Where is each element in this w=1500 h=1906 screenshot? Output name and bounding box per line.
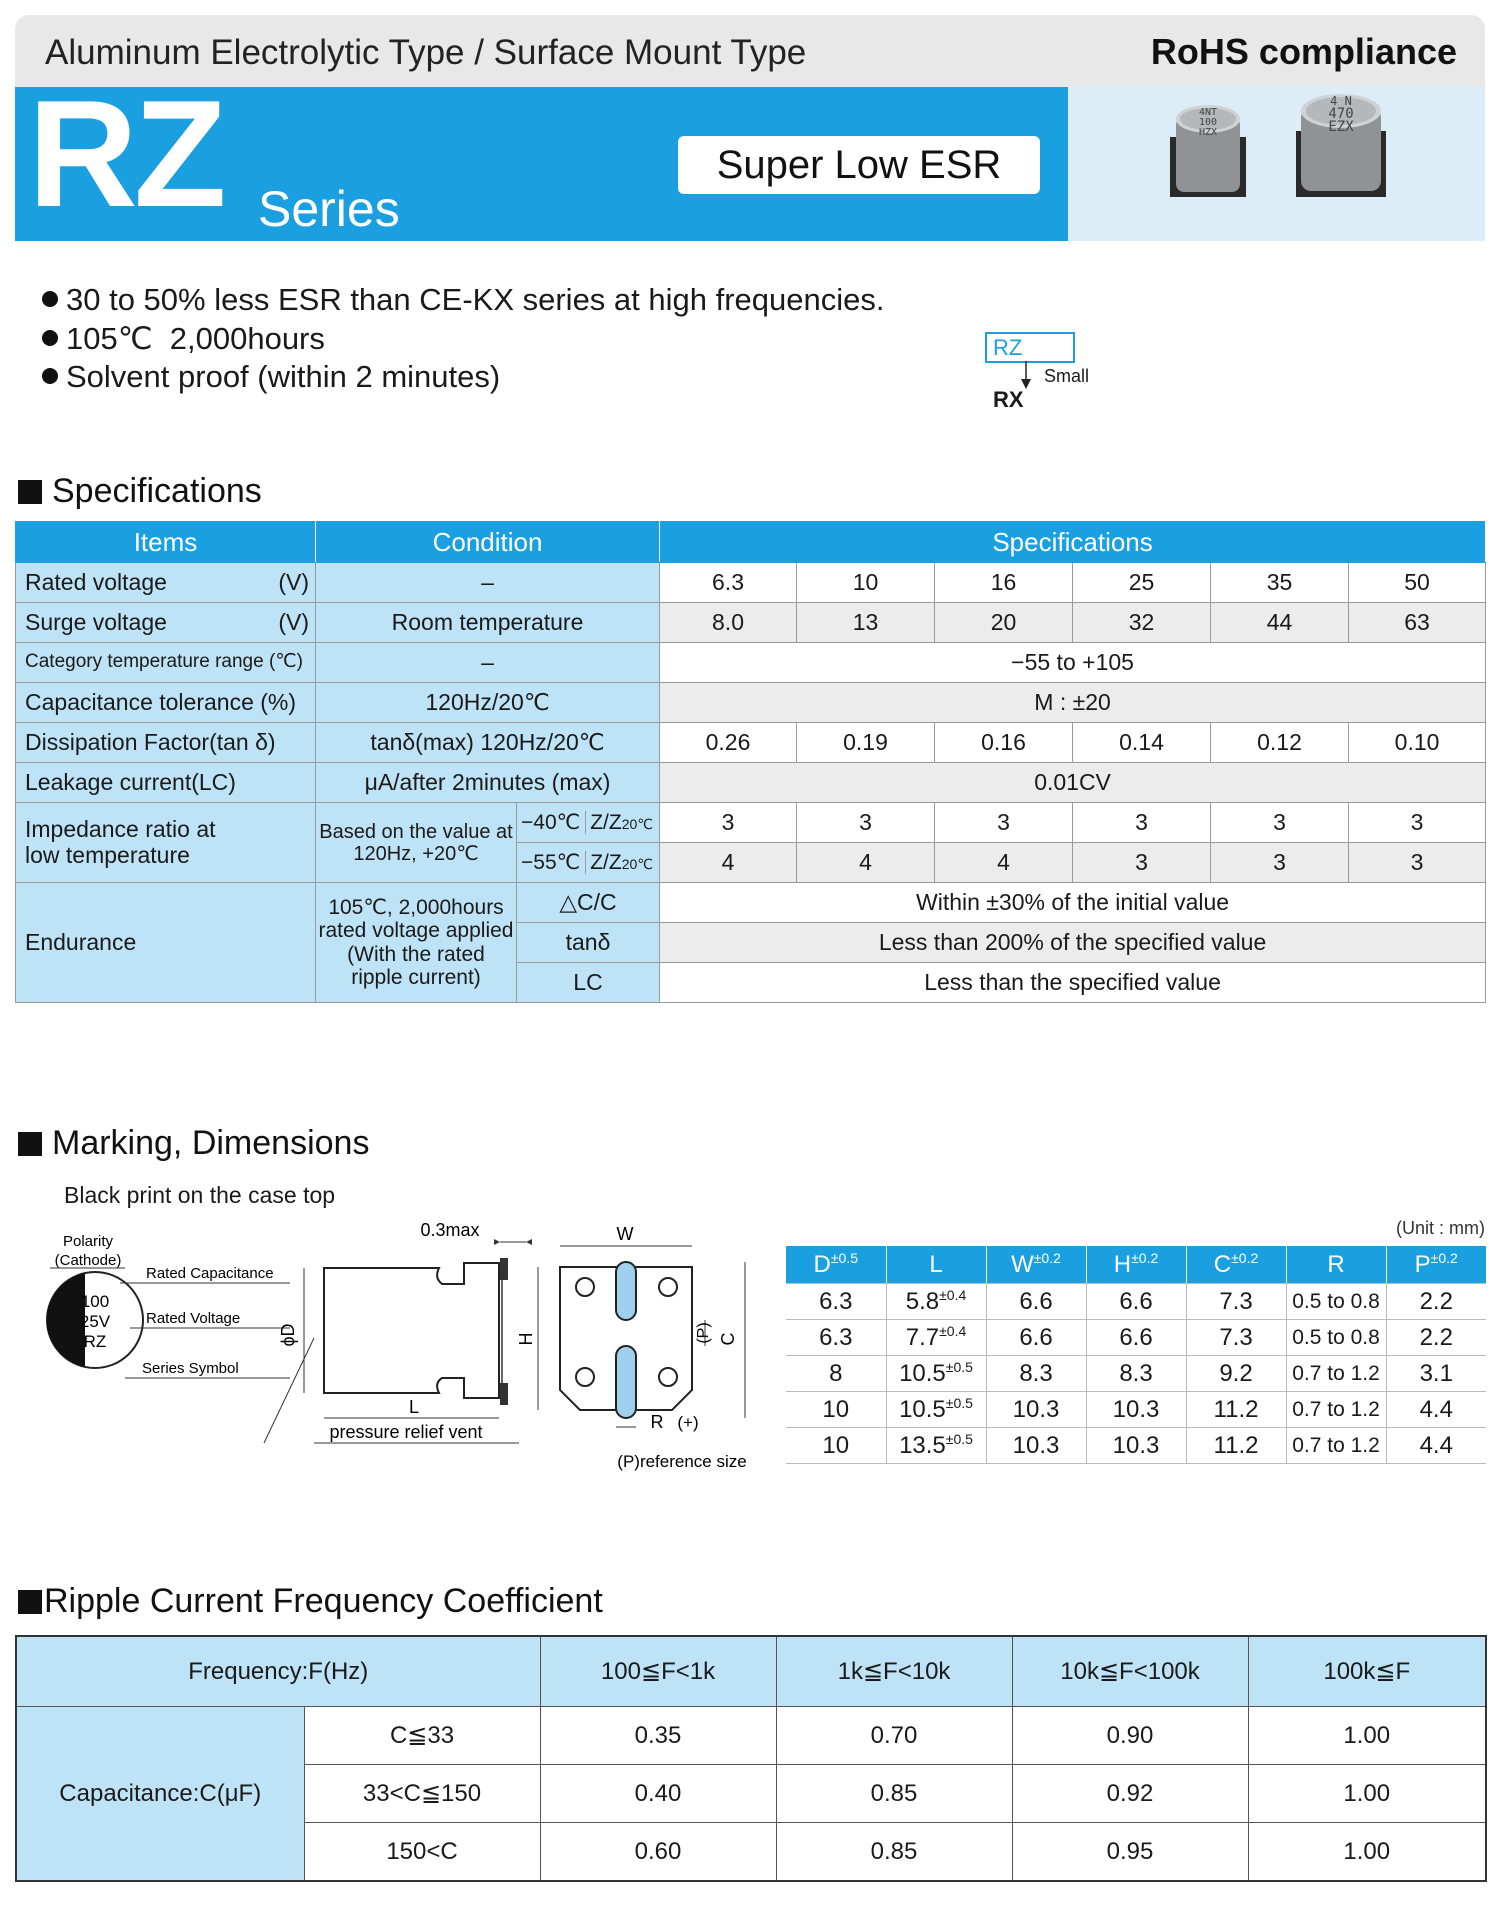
rated-voltage-label: Rated voltage (V): [16, 563, 316, 603]
table-cell: 10.3: [1086, 1392, 1186, 1428]
endurance-label: Endurance: [16, 883, 316, 1003]
table-row: [16, 763, 1486, 803]
cap1-line1: 4NT: [1198, 107, 1218, 118]
cap-range: C≦33: [304, 1707, 540, 1765]
table-cell: 0.7 to 1.2: [1286, 1392, 1386, 1428]
header-items: Items: [16, 522, 316, 563]
cap-tolerance-condition: 120Hz/20℃: [316, 683, 660, 723]
endurance-value: Less than 200% of the specified value: [660, 923, 1486, 963]
table-row: [16, 723, 1486, 763]
table-cell: $13.5^{\pm 0.5}$: [886, 1428, 986, 1464]
capacitance-label: Capacitance:C(μF): [16, 1707, 304, 1882]
table-cell: 6.6: [1086, 1320, 1186, 1356]
table-cell: 3: [1073, 843, 1211, 883]
table-row: [16, 643, 1486, 683]
dim-header-c: $C^{\pm 0.2}$: [1186, 1246, 1286, 1284]
table-cell: 0.60: [540, 1823, 776, 1882]
table-cell: 7.3: [1186, 1284, 1286, 1320]
table-cell: 1.00: [1248, 1707, 1486, 1765]
table-cell: 7.3: [1186, 1320, 1286, 1356]
table-cell: 0.19: [797, 723, 935, 763]
impedance-label: Impedance ratio at low temperature: [16, 803, 316, 883]
unit-label: (Unit : mm): [1396, 1218, 1485, 1238]
lineage-arrow-label: Small: [1044, 366, 1090, 386]
table-row: [786, 1356, 1486, 1392]
table-cell: 6.6: [1086, 1284, 1186, 1320]
table-cell: 2.2: [1386, 1284, 1486, 1320]
table-cell: 0.85: [776, 1765, 1012, 1823]
cap-tolerance-label: Capacitance tolerance (%): [16, 683, 316, 723]
table-cell: 8: [786, 1356, 886, 1392]
table-cell: 3.1: [1386, 1356, 1486, 1392]
surge-voltage-label: Surge voltage (V): [16, 603, 316, 643]
svg-text:(P)reference size: (P)reference size: [617, 1452, 747, 1471]
svg-text:25V: 25V: [79, 1312, 111, 1331]
table-cell: 9.2: [1186, 1356, 1286, 1392]
table-cell: 10: [786, 1392, 886, 1428]
square-bullet-icon: [18, 480, 42, 504]
bullet-icon: [42, 368, 58, 384]
table-cell: 0.16: [935, 723, 1073, 763]
table-cell: 0.5 to 0.8: [1286, 1284, 1386, 1320]
table-cell: 11.2: [1186, 1428, 1286, 1464]
category-temp-value: −55 to +105: [660, 643, 1486, 683]
endurance-param: LC: [517, 963, 660, 1003]
svg-text:(Cathode): (Cathode): [54, 1252, 122, 1269]
freq-header: 10k≦F<100k: [1012, 1636, 1248, 1707]
rated-voltage-condition: –: [316, 563, 660, 603]
table-cell: 0.85: [776, 1823, 1012, 1882]
svg-text:ϕD: ϕD: [278, 1323, 298, 1347]
product-photo: [1068, 87, 1485, 241]
endurance-condition: 105℃, 2,000hours rated voltage applied (With the rated ripple current): [316, 883, 517, 1003]
cap-range: 150<C: [304, 1823, 540, 1882]
table-row: [16, 683, 1486, 723]
impedance-condition: Based on the value at 120Hz, +20℃: [316, 803, 517, 883]
dim-header-l: L: [886, 1246, 986, 1284]
frequency-label: Frequency:F(Hz): [16, 1636, 540, 1707]
table-cell: $10.5^{\pm 0.5}$: [886, 1392, 986, 1428]
svg-text:0.3max: 0.3max: [420, 1220, 480, 1240]
table-cell: 63: [1349, 603, 1486, 643]
endurance-value: Within ±30% of the initial value: [660, 883, 1486, 923]
side-view-diagram: [264, 1218, 534, 1450]
table-cell: 4: [935, 843, 1073, 883]
table-cell: 11.2: [1186, 1392, 1286, 1428]
table-row: [16, 563, 1486, 603]
dissipation-label: Dissipation Factor(tan δ): [16, 723, 316, 763]
svg-text:L: L: [408, 1397, 420, 1417]
table-row: [16, 803, 1486, 843]
table-row: [16, 883, 1486, 923]
table-header-row: [786, 1246, 1486, 1284]
table-cell: 0.26: [660, 723, 797, 763]
table-cell: 3: [1211, 843, 1349, 883]
cap1-line2: 100: [1198, 117, 1218, 128]
table-cell: 0.70: [776, 1707, 1012, 1765]
table-header-row: [16, 522, 1486, 563]
leakage-condition: μA/after 2minutes (max): [316, 763, 660, 803]
freq-header: 100≦F<1k: [540, 1636, 776, 1707]
table-cell: 1.00: [1248, 1823, 1486, 1882]
table-cell: 6.3: [786, 1284, 886, 1320]
table-cell: 3: [1211, 803, 1349, 843]
lineage-current: RZ: [985, 332, 1075, 363]
table-cell: 0.92: [1012, 1765, 1248, 1823]
marking-subtitle: Black print on the case top: [64, 1182, 336, 1208]
freq-header: 1k≦F<10k: [776, 1636, 1012, 1707]
category-temp-condition: –: [316, 643, 660, 683]
dimensions-table: [786, 1246, 1486, 1464]
leakage-label: Leakage current(LC): [16, 763, 316, 803]
svg-text:Polarity: Polarity: [62, 1233, 114, 1250]
svg-text:pressure relief vent: pressure relief vent: [329, 1422, 483, 1442]
table-cell: 3: [660, 803, 797, 843]
square-bullet-icon: [18, 1590, 42, 1614]
rohs-label: RoHS compliance: [1150, 31, 1457, 72]
table-cell: 25: [1073, 563, 1211, 603]
svg-text:R: R: [650, 1412, 664, 1432]
table-cell: 35: [1211, 563, 1349, 603]
freq-header: 100k≦F: [1248, 1636, 1486, 1707]
type-title: Aluminum Electrolytic Type / Surface Mount Type: [45, 33, 807, 72]
svg-text:H: H: [516, 1332, 536, 1346]
table-cell: 6.3: [786, 1320, 886, 1356]
table-cell: 10: [786, 1428, 886, 1464]
impedance-temp-40: −40℃ Z/Z20℃: [517, 803, 660, 843]
ripple-table: [15, 1635, 1487, 1882]
table-row: [16, 1707, 1486, 1765]
table-cell: 2.2: [1386, 1320, 1486, 1356]
cap2-line3: EZX: [1328, 119, 1354, 135]
table-cell: 0.10: [1349, 723, 1486, 763]
header-specifications: Specifications: [660, 522, 1486, 563]
svg-text:W: W: [616, 1224, 634, 1244]
dim-header-h: $H^{\pm 0.2}$: [1086, 1246, 1186, 1284]
table-cell: 10.3: [1086, 1428, 1186, 1464]
dissipation-condition: tanδ(max) 120Hz/20℃: [316, 723, 660, 763]
table-cell: 13: [797, 603, 935, 643]
table-cell: 3: [935, 803, 1073, 843]
table-cell: 3: [1073, 803, 1211, 843]
table-cell: 0.12: [1211, 723, 1349, 763]
table-cell: 8.0: [660, 603, 797, 643]
series-word: Series: [258, 181, 400, 237]
impedance-temp-55: −55℃ Z/Z20℃: [517, 843, 660, 883]
table-cell: 10: [797, 563, 935, 603]
top-view-diagram: [40, 1228, 300, 1388]
table-row: [786, 1392, 1486, 1428]
capacitor-body-icon: [324, 1263, 499, 1398]
dim-header-w: $W^{\pm 0.2}$: [986, 1246, 1086, 1284]
table-row: [16, 603, 1486, 643]
dim-header-p: $P^{\pm 0.2}$: [1386, 1246, 1486, 1284]
endurance-param: tanδ: [517, 923, 660, 963]
table-cell: 3: [797, 803, 935, 843]
super-low-esr-badge: Super Low ESR: [678, 136, 1040, 194]
table-cell: 6.6: [986, 1320, 1086, 1356]
table-cell: 4.4: [1386, 1428, 1486, 1464]
feature-item: 30 to 50% less ESR than CE-KX series at high frequencies.: [42, 282, 885, 318]
table-row: [786, 1284, 1486, 1320]
table-cell: 16: [935, 563, 1073, 603]
table-cell: $10.5^{\pm 0.5}$: [886, 1356, 986, 1392]
svg-text:Series Symbol: Series Symbol: [142, 1360, 239, 1377]
table-cell: 4: [797, 843, 935, 883]
endurance-param: △C/C: [517, 883, 660, 923]
table-cell: 6.6: [986, 1284, 1086, 1320]
specifications-table: [15, 521, 1486, 1003]
svg-text:(+): (+): [677, 1413, 699, 1432]
table-cell: 32: [1073, 603, 1211, 643]
table-cell: 4.4: [1386, 1392, 1486, 1428]
table-cell: 8.3: [1086, 1356, 1186, 1392]
table-cell: 8.3: [986, 1356, 1086, 1392]
dim-header-r: R: [1286, 1246, 1386, 1284]
ripple-heading: Ripple Current Frequency Coefficient: [18, 1582, 603, 1621]
svg-text:C: C: [718, 1332, 738, 1346]
table-cell: 4: [660, 843, 797, 883]
feature-item: 105℃ 2,000hours: [42, 321, 325, 357]
endurance-value: Less than the specified value: [660, 963, 1486, 1003]
cap2-line2: 470: [1328, 106, 1354, 122]
table-cell: 10.3: [986, 1392, 1086, 1428]
svg-text:RZ: RZ: [83, 1332, 107, 1351]
lineage-target: RX: [993, 387, 1024, 412]
table-cell: 6.3: [660, 563, 797, 603]
bottom-view-diagram: [516, 1222, 780, 1472]
svg-text:Rated Capacitance: Rated Capacitance: [146, 1265, 274, 1282]
specifications-heading: Specifications: [18, 472, 262, 511]
dim-header-d: $D^{\pm 0.5}$: [786, 1246, 886, 1284]
table-cell: $5.8^{\pm 0.4}$: [886, 1284, 986, 1320]
leakage-value: 0.01CV: [660, 763, 1486, 803]
bullet-icon: [42, 291, 58, 307]
table-cell: 0.7 to 1.2: [1286, 1356, 1386, 1392]
svg-text:(P): (P): [695, 1322, 712, 1344]
capacitor-photo-icon: [1068, 87, 1485, 241]
table-header-row: [16, 1636, 1486, 1707]
svg-text:Rated Voltage: Rated Voltage: [146, 1310, 241, 1327]
marking-heading: Marking, Dimensions: [18, 1124, 369, 1163]
table-cell: 10.3: [986, 1428, 1086, 1464]
table-row: [786, 1320, 1486, 1356]
surge-voltage-condition: Room temperature: [316, 603, 660, 643]
cap2-line1: 4 N: [1330, 94, 1352, 108]
table-cell: 0.40: [540, 1765, 776, 1823]
svg-text:100: 100: [80, 1292, 110, 1311]
table-cell: 20: [935, 603, 1073, 643]
table-cell: 0.14: [1073, 723, 1211, 763]
table-cell: 44: [1211, 603, 1349, 643]
table-cell: 3: [1349, 803, 1486, 843]
table-cell: 1.00: [1248, 1765, 1486, 1823]
table-cell: 0.90: [1012, 1707, 1248, 1765]
bullet-icon: [42, 330, 58, 346]
table-cell: 3: [1349, 843, 1486, 883]
table-cell: 50: [1349, 563, 1486, 603]
category-temp-label: Category temperature range (℃): [16, 643, 316, 683]
table-cell: 0.35: [540, 1707, 776, 1765]
top-banner: [15, 15, 1485, 87]
cap-range: 33<C≦150: [304, 1765, 540, 1823]
table-row: [786, 1428, 1486, 1464]
cap-tolerance-value: M : ±20: [660, 683, 1486, 723]
table-cell: $7.7^{\pm 0.4}$: [886, 1320, 986, 1356]
series-code: RZ: [28, 69, 223, 239]
feature-item: Solvent proof (within 2 minutes): [42, 359, 500, 395]
table-cell: 0.95: [1012, 1823, 1248, 1882]
cap1-line3: HZX: [1198, 127, 1218, 138]
table-cell: 0.5 to 0.8: [1286, 1320, 1386, 1356]
table-cell: 0.7 to 1.2: [1286, 1428, 1386, 1464]
square-bullet-icon: [18, 1132, 42, 1156]
header-condition: Condition: [316, 522, 660, 563]
